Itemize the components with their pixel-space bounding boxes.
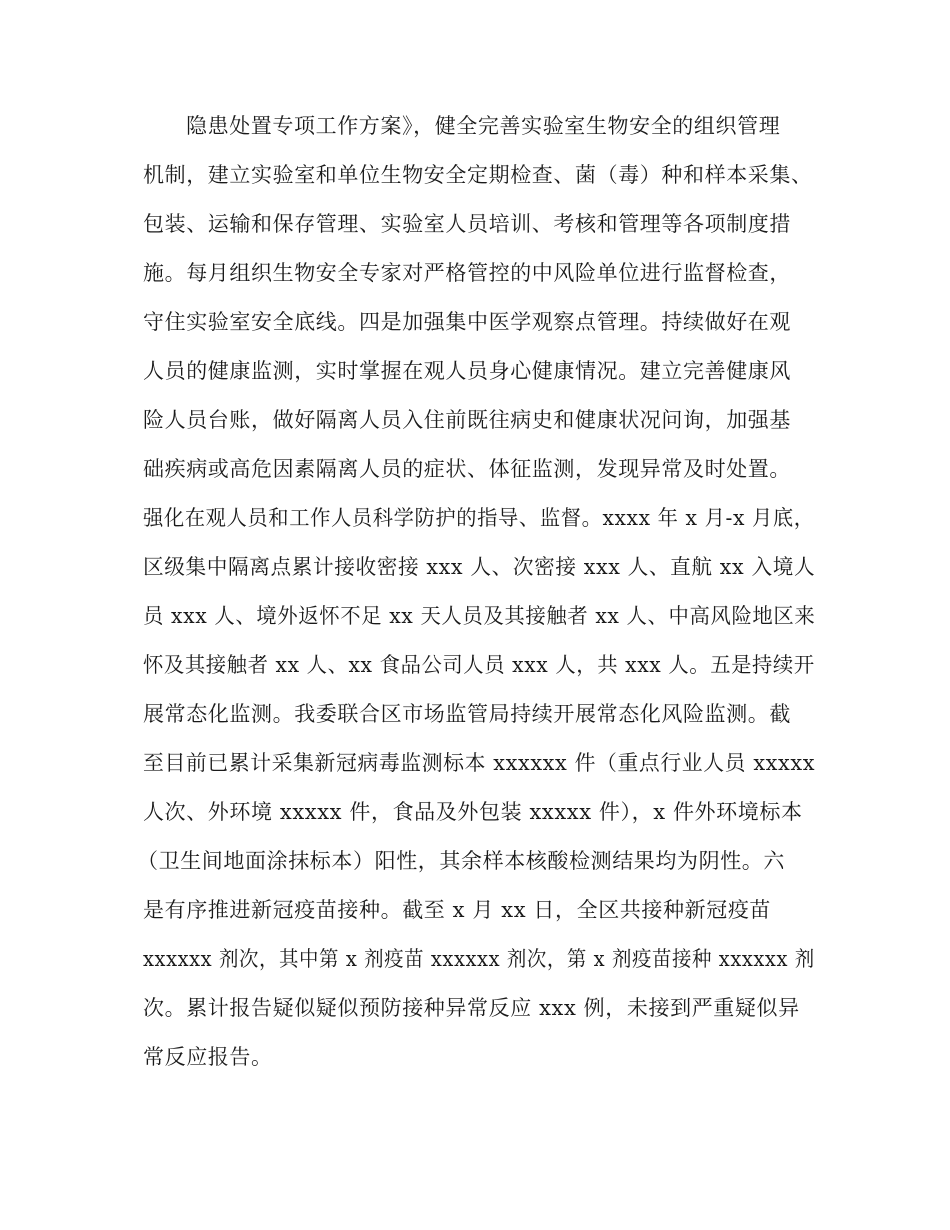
text-line: 础疾病或高危因素隔离人员的症状、体征监测，发现异常及时处置。 (143, 457, 791, 481)
text-line: 强化在观人员和工作人员科学防护的指导、监督。xxxx 年 x 月-x 月底， (143, 506, 815, 530)
text-line: 人次、外环境 xxxxx 件，食品及外包装 xxxxx 件），x 件外环境标本 (143, 800, 803, 824)
text-line: 常反应报告。 (143, 1045, 273, 1069)
text-line: （卫生间地面涂抹标本）阳性，其余样本核酸检测结果均为阴性。六 (137, 849, 785, 873)
text-line: 包装、运输和保存管理、实验室人员培训、考核和管理等各项制度措 (143, 212, 791, 236)
text-line: 员 xxx 人、境外返怀不足 xx 天人员及其接触者 xx 人、中高风险地区来 (143, 604, 816, 628)
text-line: 至目前已累计采集新冠病毒监测标本 xxxxxx 件（重点行业人员 xxxxx (143, 751, 816, 775)
text-line: 次。累计报告疑似疑似预防接种异常反应 xxx 例，未接到严重疑似异 (143, 996, 800, 1020)
text-line: xxxxxx 剂次，其中第 x 剂疫苗 xxxxxx 剂次，第 x 剂疫苗接种 xxxxxx 剂 (143, 947, 815, 971)
text-line: 怀及其接触者 xx 人、xx 食品公司人员 xxx 人，共 xxx 人。五是持续开 (143, 653, 815, 677)
text-line: 隐患处置专项工作方案》，健全完善实验室生物安全的组织管理 (186, 114, 781, 138)
text-line: 守住实验室安全底线。四是加强集中医学观察点管理。持续做好在观 (143, 310, 791, 334)
text-line: 区级集中隔离点累计接收密接 xxx 人、次密接 xxx 人、直航 xx 入境人 (143, 555, 816, 579)
text-line: 施。每月组织生物安全专家对严格管控的中风险单位进行监督检查， (143, 261, 791, 285)
text-line: 是有序推进新冠疫苗接种。截至 x 月 xx 日，全区共接种新冠疫苗 (143, 898, 772, 922)
text-line: 人员的健康监测，实时掌握在观人员身心健康情况。建立完善健康风 (143, 359, 791, 383)
text-line: 展常态化监测。我委联合区市场监管局持续开展常态化风险监测。截 (143, 702, 791, 726)
text-line: 机制，建立实验室和单位生物安全定期检查、菌（毒）种和样本采集、 (143, 163, 813, 187)
text-line: 险人员台账，做好隔离人员入住前既往病史和健康状况问询，加强基 (143, 408, 791, 432)
